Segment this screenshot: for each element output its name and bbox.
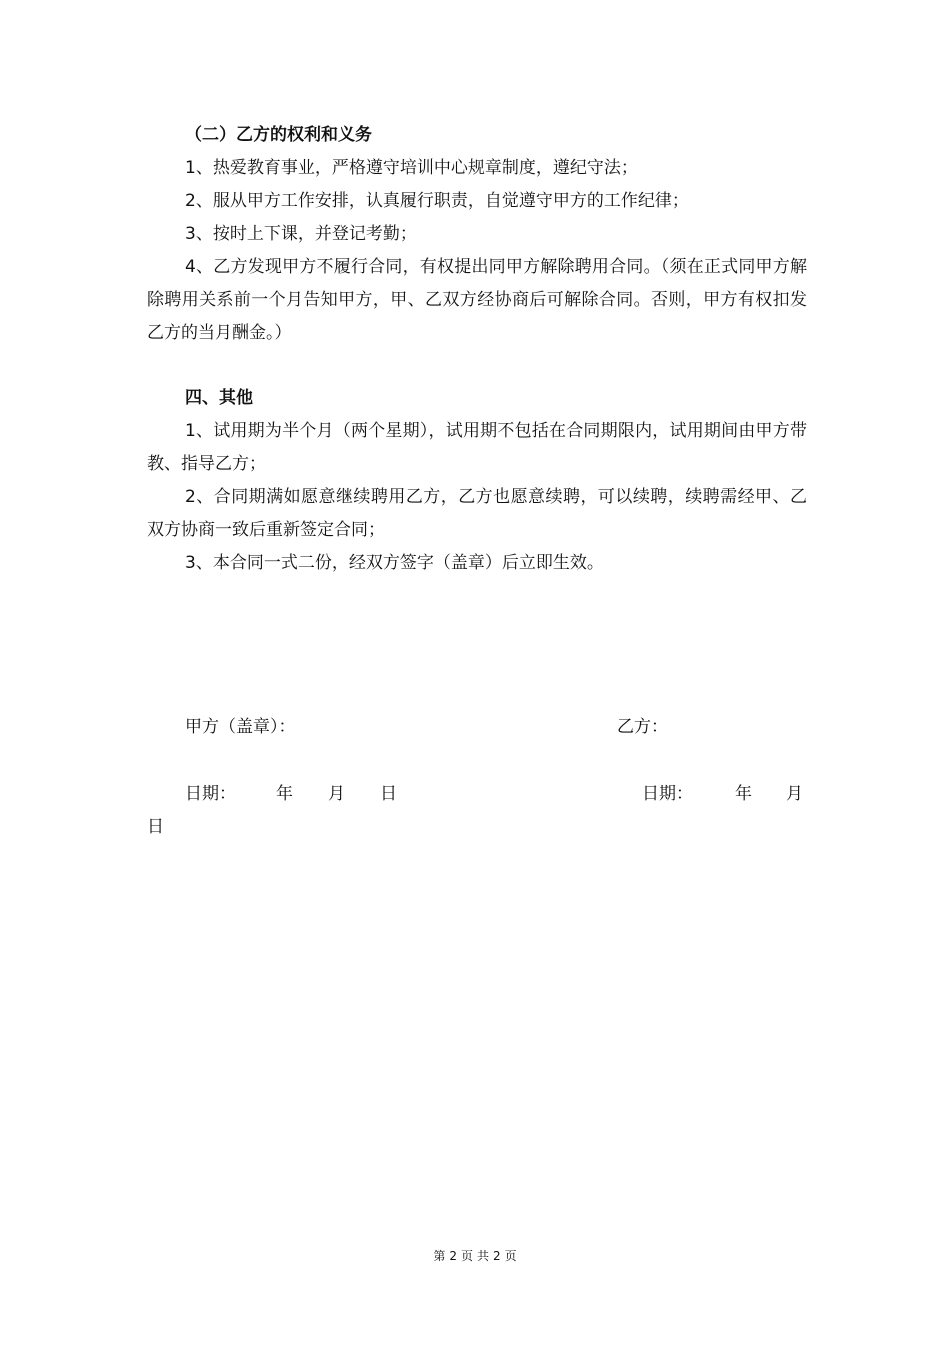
- footer-prefix: 第: [433, 1249, 446, 1263]
- footer-total-unit: 页: [504, 1249, 517, 1263]
- party-a-label: 甲方（盖章）：: [185, 717, 296, 737]
- footer-page-unit: 页: [460, 1249, 473, 1263]
- clause-item: 1、热爱教育事业，严格遵守培训中心规章制度，遵纪守法；: [185, 158, 638, 178]
- party-a-date-day: 日: [380, 784, 397, 804]
- party-a-date-label: 日期：: [185, 784, 236, 804]
- footer-total-pages: 2: [493, 1249, 501, 1263]
- section-other: [147, 382, 807, 580]
- party-b-date-label: 日期：: [642, 784, 693, 804]
- section-heading: （二）乙方的权利和义务: [185, 125, 372, 145]
- footer-page-number: 2: [449, 1249, 457, 1263]
- clause-item: 3、按时上下课，并登记考勤；: [185, 224, 417, 244]
- party-b-label: 乙方：: [617, 717, 668, 737]
- section-rights: [147, 119, 807, 350]
- party-b-date-month: 月: [786, 784, 803, 804]
- clause-item: 2、合同期满如愿意继续聘用乙方，乙方也愿意续聘，可以续聘，续聘需经甲、乙双方协商一致后重新签定合同；: [147, 487, 807, 540]
- party-a-date-month: 月: [328, 784, 345, 804]
- clause-item: 3、本合同一式二份，经双方签字（盖章）后立即生效。: [185, 553, 604, 573]
- page-footer: [0, 1246, 950, 1266]
- clause-item: 2、服从甲方工作安排，认真履行职责，自觉遵守甲方的工作纪律；: [185, 191, 689, 211]
- clause-item: 1、试用期为半个月（两个星期），试用期不包括在合同期限内，试用期间由甲方带教、指导乙方；: [147, 421, 807, 474]
- party-a-date-year: 年: [276, 784, 293, 804]
- footer-total-prefix: 共: [477, 1249, 490, 1263]
- clause-item: 4、乙方发现甲方不履行合同，有权提出同甲方解除聘用合同。（须在正式同甲方解除聘用关系前一个月告知甲方，甲、乙双方经协商后可解除合同。否则，甲方有权扣发乙方的当月酬金。）: [147, 257, 807, 343]
- section-heading: 四、其他: [185, 388, 253, 408]
- party-b-date-day: 日: [147, 817, 164, 837]
- party-b-date-year: 年: [735, 784, 752, 804]
